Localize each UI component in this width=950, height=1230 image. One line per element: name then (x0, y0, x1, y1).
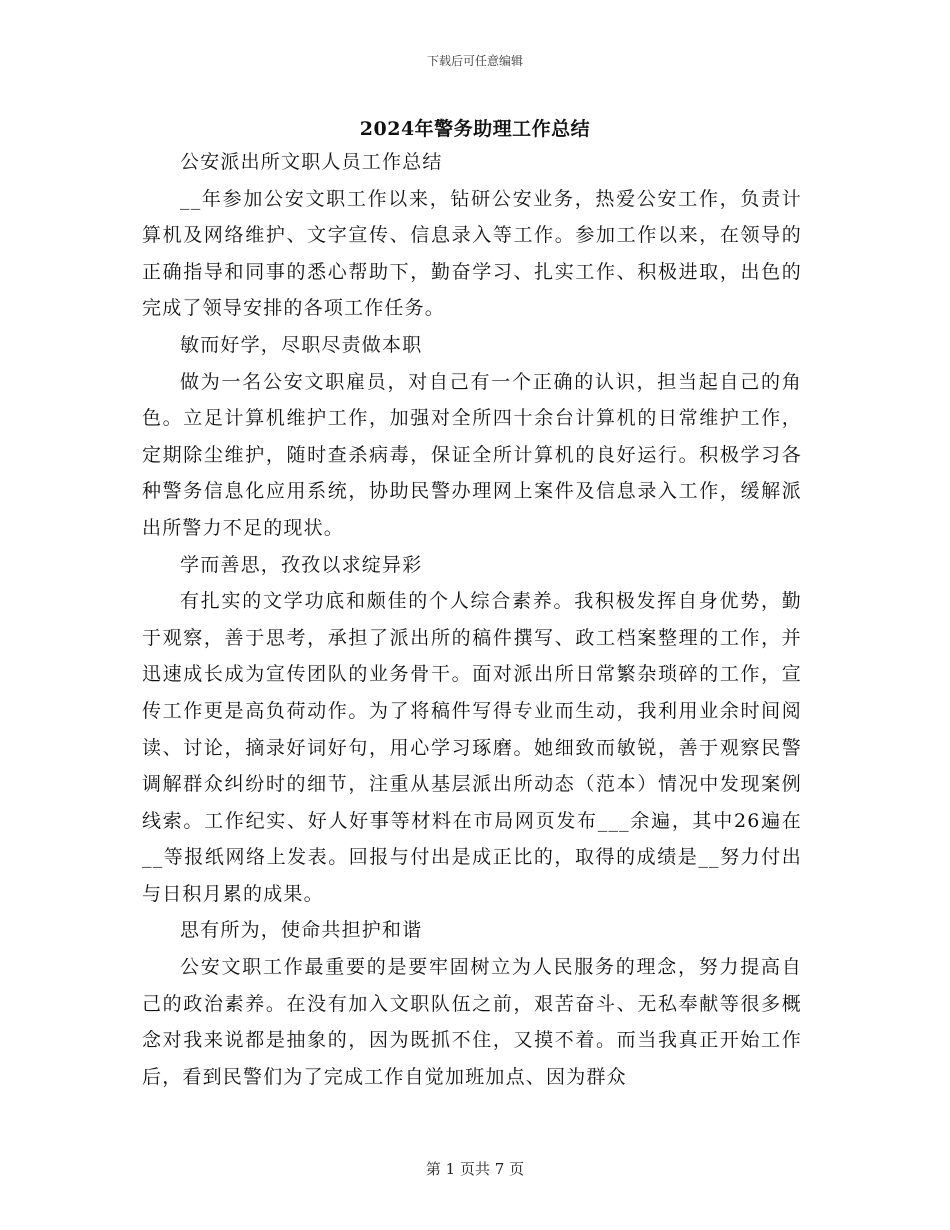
page-header-note: 下载后可任意编辑 (426, 54, 523, 68)
section-heading: 思有所为，使命共担护和谐 (180, 919, 423, 942)
document-title: 2024年警务助理工作总结 (359, 118, 591, 140)
document-body (142, 144, 802, 1095)
paragraph: 公安文职工作最重要的是要牢固树立为人民服务的理念，努力提高自己的政治素养。在没有加入文职队伍之前，艰苦奋斗、无私奉献等很多概念对我来说都是抽象的，因为既抓不住，又摸不着。而当我真正开始工作后，看到民警们为了完成工作自觉加班加点、因为群众 (142, 956, 802, 1088)
section-heading: 学而善思，孜孜以求绽异彩 (180, 553, 423, 576)
page-number: 第 1 页共 7 页 (425, 1160, 525, 1178)
paragraph-subtitle: 公安派出所文职人员工作总结 (180, 151, 443, 173)
paragraph: 做为一名公安文职雇员，对自己有一个正确的认识，担当起自己的角色。立足计算机维护工作，加强对全所四十余台计算机的日常维护工作，定期除尘维护，随时查杀病毒，保证全所计算机的良好运行。积极学习各种警务信息化应用系统，协助民警办理网上案件及信息录入工作，缓解派出所警力不足的现状。 (142, 370, 802, 539)
paragraph: 有扎实的文学功底和颇佳的个人综合素养。我积极发挥自身优势，勤于观察，善于思考，承担了派出所的稿件撰写、政工档案整理的工作，并迅速成长成为宣传团队的业务骨干。面对派出所日常繁杂琐碎的工作，宣传工作更是高负荷动作。为了将稿件写得专业而生动，我利用业余时间阅读、讨论，摘录好词好句，用心学习琢磨。她细致而敏锐，善于观察民警调解群众纠纷时的细节，注重从基层派出所动态（范本）情况中发现案例线索。工作纪实、好人好事等材料在市局网页发布___余遍，其中26遍在__等报纸网络上发表。回报与付出是成正比的，取得的成绩是__努力付出与日积月累的成果。 (142, 590, 802, 905)
paragraph: __年参加公安文职工作以来，钻研公安业务，热爱公安工作，负责计算机及网络维护、文字宣传、信息录入等工作。参加工作以来，在领导的正确指导和同事的悉心帮助下，勤奋学习、扎实工作、积极进取，出色的完成了领导安排的各项工作任务。 (142, 187, 802, 320)
section-heading: 敏而好学，尽职尽责做本职 (180, 333, 423, 356)
